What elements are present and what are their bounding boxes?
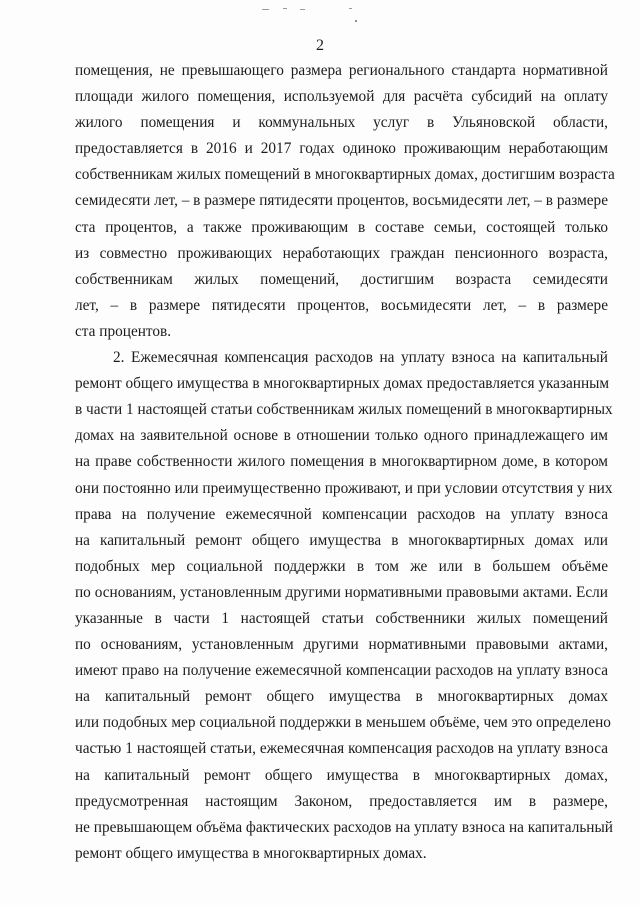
text-line: по основаниям, установленным другими нормативными правовыми актами. Если bbox=[75, 583, 608, 601]
text-line: они постоянно или преимущественно проживают, и при условии отсутствия у них bbox=[75, 479, 613, 497]
text-line: собственникам жилых помещений, достигшим возраста семидесяти bbox=[75, 270, 608, 288]
text-line: права на получение ежемесячной компенсации расходов на уплату взноса bbox=[75, 505, 608, 523]
text-line: предоставляется в 2016 и 2017 годах одиноко проживающим неработающим bbox=[75, 140, 608, 158]
text-line: не превышающем объёма фактических расходов на уплату взноса на капитальный bbox=[75, 818, 613, 836]
text-line: площади жилого помещения, используемой для расчёта субсидий на оплату bbox=[75, 88, 608, 106]
text-line: жилого помещения и коммунальных услуг в Ульяновской области, bbox=[75, 114, 608, 132]
text-line: семидесяти лет, – в размере пятидесяти процентов, восьмидесяти лет, – в размере bbox=[75, 192, 608, 210]
text-line: в части 1 настоящей статьи собственникам жилых помещений в многоквартирных bbox=[75, 401, 613, 419]
text-line: из совместно проживающих неработающих граждан пенсионного возраста, bbox=[75, 244, 608, 262]
scan-artifact bbox=[262, 9, 269, 10]
text-line: на капитальный ремонт общего имущества в многоквартирных домах bbox=[75, 688, 608, 706]
text-line: на капитальный ремонт общего имущества в многоквартирных домах, bbox=[75, 766, 608, 784]
text-line: ремонт общего имущества в многоквартирных домах предоставляется указанным bbox=[75, 375, 610, 393]
page-number: 2 bbox=[316, 37, 324, 54]
scan-speck bbox=[355, 20, 357, 22]
text-line: ремонт общего имущества в многоквартирных домах. bbox=[75, 844, 427, 862]
text-line: собственникам жилых помещений в многоквартирных домах, достигшим возраста bbox=[75, 166, 615, 184]
text-line: частью 1 настоящей статьи, ежемесячная компенсация расходов на уплату взноса bbox=[75, 740, 608, 758]
paragraph-2 bbox=[75, 345, 613, 867]
text-line: лет, – в размере пятидесяти процентов, восьмидесяти лет, – в размере bbox=[75, 296, 608, 314]
text-line: 2. Ежемесячная компенсация расходов на уплату взноса на капитальный bbox=[113, 349, 608, 367]
text-line: помещения, не превышающего размера регионального стандарта нормативной bbox=[75, 62, 608, 79]
paragraph-1 bbox=[75, 58, 615, 345]
scan-artifact bbox=[300, 9, 305, 10]
text-line: домах на заявительной основе в отношении только одного принадлежащего им bbox=[75, 427, 608, 445]
text-line: подобных мер социальной поддержки в том же или в большем объёме bbox=[75, 557, 608, 575]
scan-artifact bbox=[349, 8, 352, 9]
document-body bbox=[75, 58, 615, 867]
text-line: ста процентов. bbox=[75, 322, 172, 340]
text-line: по основаниям, установленным другими нормативными правовыми актами, bbox=[75, 636, 608, 654]
text-line: предусмотренная настоящим Законом, предоставляется им в размере, bbox=[75, 792, 608, 810]
text-line: на праве собственности жилого помещения в многоквартирном доме, в котором bbox=[75, 453, 608, 471]
text-line: на капитальный ремонт общего имущества в многоквартирных домах или bbox=[75, 531, 608, 549]
text-line: или подобных мер социальной поддержки в меньшем объёме, чем это определено bbox=[75, 714, 611, 732]
text-line: ста процентов, а также проживающим в составе семьи, состоящей только bbox=[75, 218, 608, 236]
text-line: имеют право на получение ежемесячной компенсации расходов на уплату взноса bbox=[75, 662, 608, 680]
scan-artifact bbox=[283, 8, 287, 9]
text-line: указанные в части 1 настоящей статьи собственники жилых помещений bbox=[75, 609, 608, 627]
